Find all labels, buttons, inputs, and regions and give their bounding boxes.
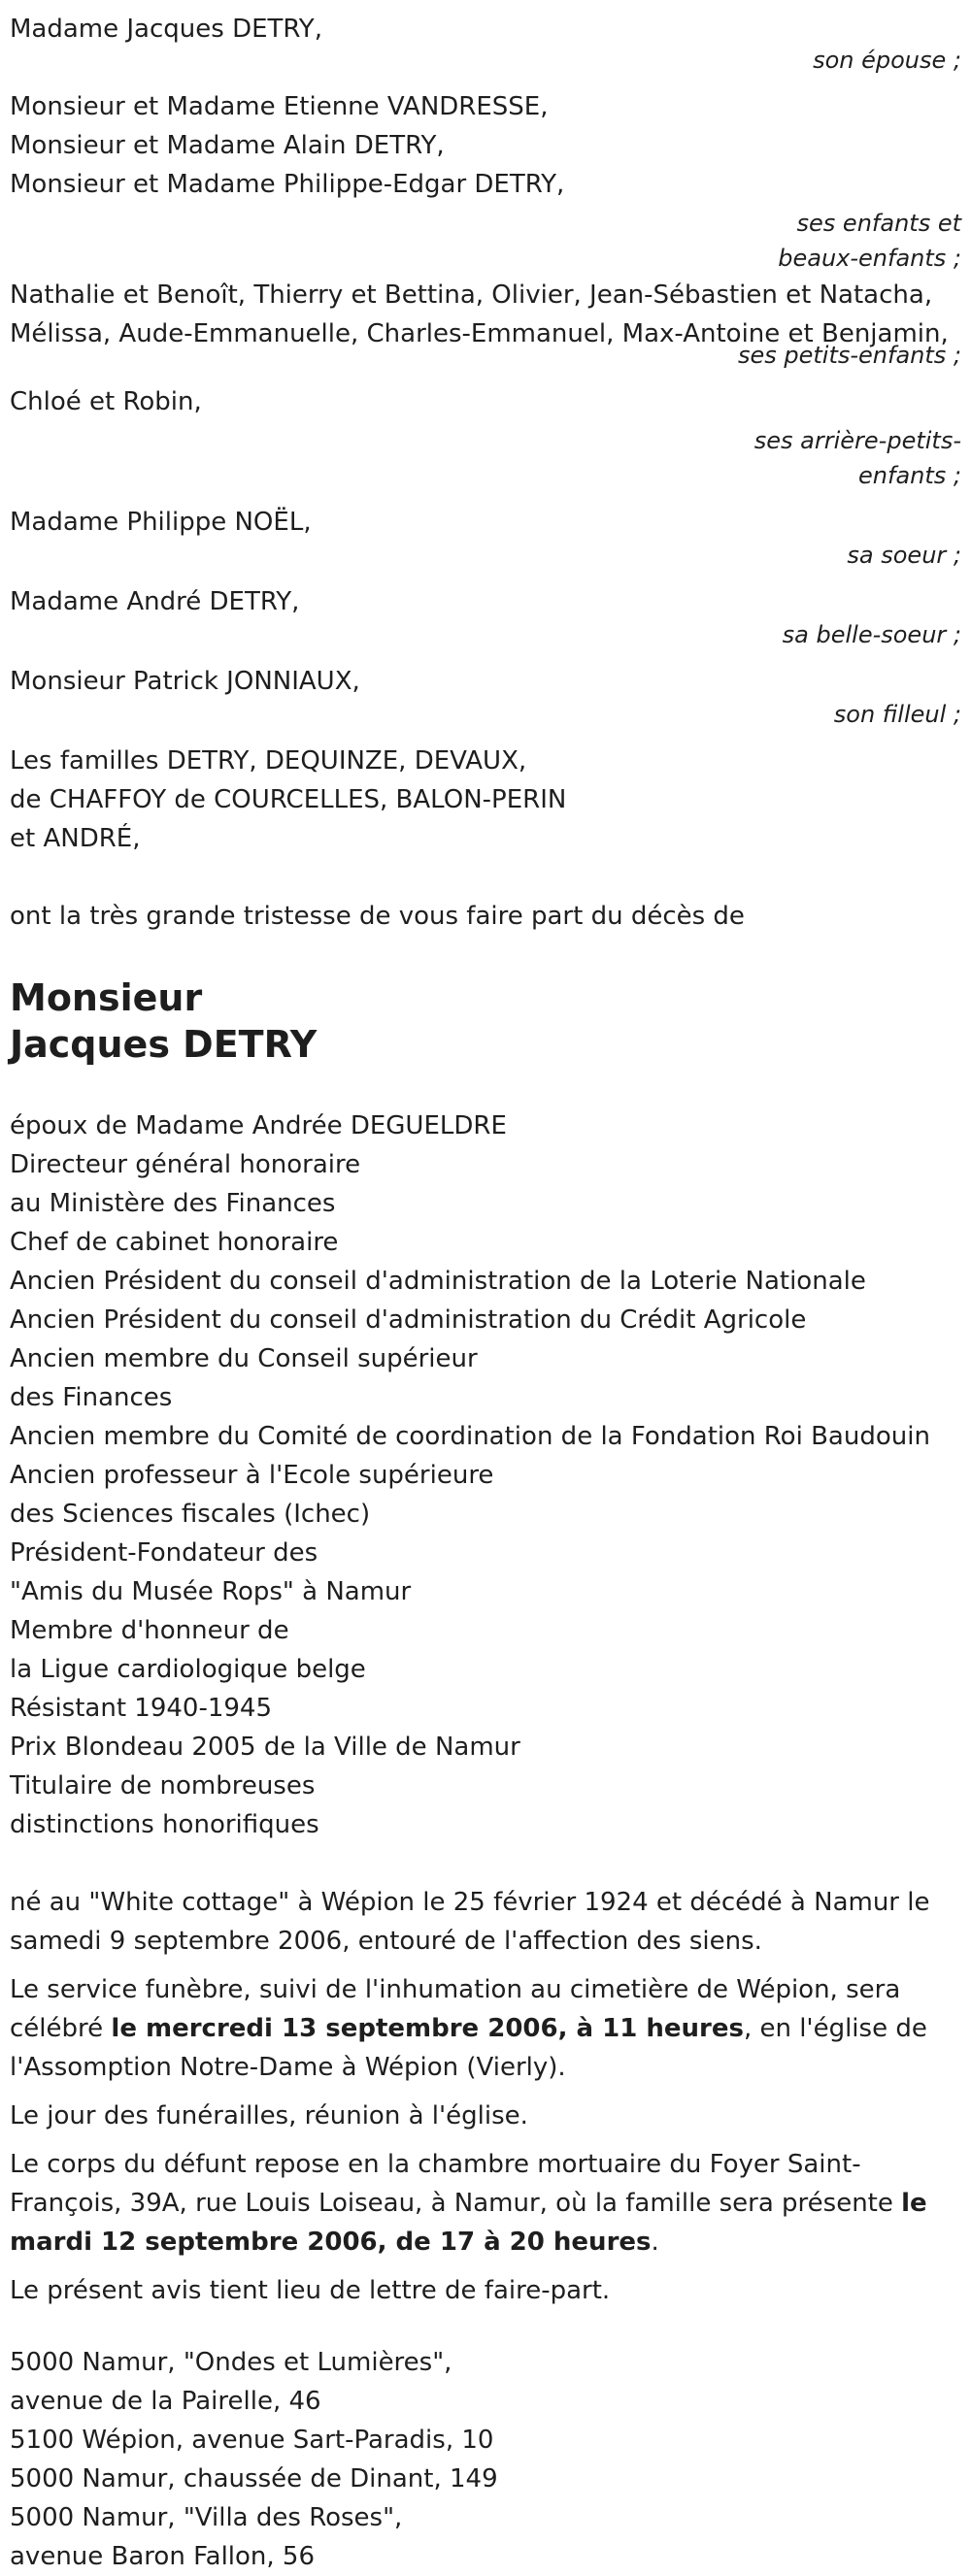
- title-line: Prix Blondeau 2005 de la Ville de Namur: [10, 1733, 520, 1762]
- family-name-line: et ANDRÉ,: [10, 824, 141, 853]
- deceased-name: [10, 974, 961, 1068]
- addresses-list: [10, 2343, 961, 2576]
- family-entry-great-grandchildren: [10, 382, 961, 493]
- funeral-service-paragraph: [10, 1970, 961, 2087]
- reunion-paragraph: Le jour des funérailles, réunion à l'église.: [10, 2101, 528, 2130]
- family-entry-children: [10, 87, 961, 276]
- family-name-line: Chloé et Robin,: [10, 387, 202, 416]
- funeral-home-end: .: [651, 2228, 659, 2257]
- birth-death-paragraph: né au "White cottage" à Wépion le 25 février 1924 et décédé à Namur le samedi 9 septembre 2006, entouré de l'affection des siens.: [10, 1888, 930, 1956]
- relation-label: ses arrière-petits-: [753, 427, 961, 454]
- family-name-line: Madame Philippe NOËL,: [10, 508, 312, 537]
- service-location: , en l'église de l'Assomption Notre-Dame à Wépion (Vierly).: [10, 2014, 927, 2082]
- title-line: distinctions honorifiques: [10, 1810, 319, 1839]
- title-line: des Sciences fiscales (Ichec): [10, 1500, 371, 1529]
- announcement-text: [10, 897, 961, 936]
- title-line: Ancien membre du Conseil supérieur: [10, 1344, 478, 1373]
- address-line: 5000 Namur, chaussée de Dinant, 149: [10, 2464, 498, 2493]
- title-line: Président-Fondateur des: [10, 1538, 318, 1568]
- relation-label: sa belle-soeur ;: [782, 621, 961, 648]
- title-line: au Ministère des Finances: [10, 1189, 336, 1218]
- notice-paragraph: Le présent avis tient lieu de lettre de faire-part.: [10, 2276, 611, 2305]
- relation-label: sa soeur ;: [847, 542, 961, 569]
- title-line: Titulaire de nombreuses: [10, 1771, 316, 1800]
- address-line: 5000 Namur, "Villa des Roses",: [10, 2503, 403, 2532]
- service-text: Le service funèbre, suivi de l'inhumation au cimetière de Wépion, sera célébré: [10, 1975, 901, 2043]
- relation-label: ses enfants et: [796, 210, 961, 237]
- family-name-line: Monsieur et Madame Alain DETRY,: [10, 131, 445, 160]
- address-line: 5000 Namur, "Ondes et Lumières",: [10, 2348, 452, 2377]
- family-entry-families: [10, 742, 961, 858]
- funeral-home-text: Le corps du défunt repose en la chambre mortuaire du Foyer Saint-François, 39A, rue Louis Loiseau, à Namur, où la famille sera présente: [10, 2150, 902, 2218]
- relation-label: son épouse ;: [813, 47, 961, 74]
- relation-label: beaux-enfants ;: [778, 245, 961, 272]
- title-line: époux de Madame Andrée DEGUELDRE: [10, 1111, 507, 1140]
- relation-label: son filleul ;: [833, 701, 961, 728]
- title-line: "Amis du Musée Rops" à Namur: [10, 1577, 412, 1606]
- title-line: Directeur général honoraire: [10, 1150, 361, 1179]
- title-line: Ancien membre du Comité de coordination de la Fondation Roi Baudouin: [10, 1422, 930, 1451]
- deceased-name-line-1: Monsieur: [10, 976, 203, 1019]
- family-name-line: Monsieur Patrick JONNIAUX,: [10, 667, 360, 696]
- title-line: Ancien Président du conseil d'administration du Crédit Agricole: [10, 1305, 807, 1335]
- relation-label: enfants ;: [858, 462, 961, 489]
- visitation-date: le mardi 12 septembre 2006, de 17 à 20 heures: [10, 2189, 927, 2257]
- relation-label: ses petits-enfants ;: [737, 342, 961, 369]
- service-date: le mercredi 13 septembre 2006, à 11 heures: [111, 2014, 744, 2043]
- title-line: Résistant 1940-1945: [10, 1694, 272, 1723]
- funeral-home-paragraph: [10, 2145, 961, 2262]
- family-name-line: Monsieur et Madame Etienne VANDRESSE,: [10, 92, 549, 121]
- title-line: Membre d'honneur de: [10, 1616, 289, 1645]
- family-name-line: Monsieur et Madame Philippe-Edgar DETRY,: [10, 170, 565, 199]
- title-line: Chef de cabinet honoraire: [10, 1228, 339, 1257]
- family-entry-godson: [10, 662, 961, 732]
- address-line: 5100 Wépion, avenue Sart-Paradis, 10: [10, 2426, 494, 2455]
- deceased-name-line-2: Jacques DETRY: [10, 1023, 318, 1066]
- family-name-line: Madame André DETRY,: [10, 587, 300, 616]
- address-line: avenue Baron Fallon, 56: [10, 2542, 316, 2571]
- family-entry-sister: [10, 503, 961, 573]
- family-entry-spouse: [10, 10, 961, 78]
- announcement-line: ont la très grande tristesse de vous faire part du décès de: [10, 902, 745, 931]
- family-name-line: Les familles DETRY, DEQUINZE, DEVAUX,: [10, 746, 527, 776]
- family-entry-sister-in-law: [10, 582, 961, 652]
- title-line: Ancien Président du conseil d'administration de la Loterie Nationale: [10, 1267, 866, 1296]
- title-line: Ancien professeur à l'Ecole supérieure: [10, 1461, 494, 1490]
- family-name-line: de CHAFFOY de COURCELLES, BALON-PERIN: [10, 785, 567, 814]
- titles-list: [10, 1106, 961, 1844]
- family-entry-grandchildren: [10, 276, 961, 373]
- address-line: avenue de la Pairelle, 46: [10, 2387, 321, 2416]
- family-name-line: Mélissa, Aude-Emmanuelle, Charles-Emmanuel, Max-Antoine et Benjamin,: [10, 319, 949, 348]
- title-line: la Ligue cardiologique belge: [10, 1655, 366, 1684]
- family-name-line: Nathalie et Benoît, Thierry et Bettina, Olivier, Jean-Sébastien et Natacha,: [10, 281, 933, 310]
- family-name-line: Madame Jacques DETRY,: [10, 15, 322, 44]
- title-line: des Finances: [10, 1383, 173, 1412]
